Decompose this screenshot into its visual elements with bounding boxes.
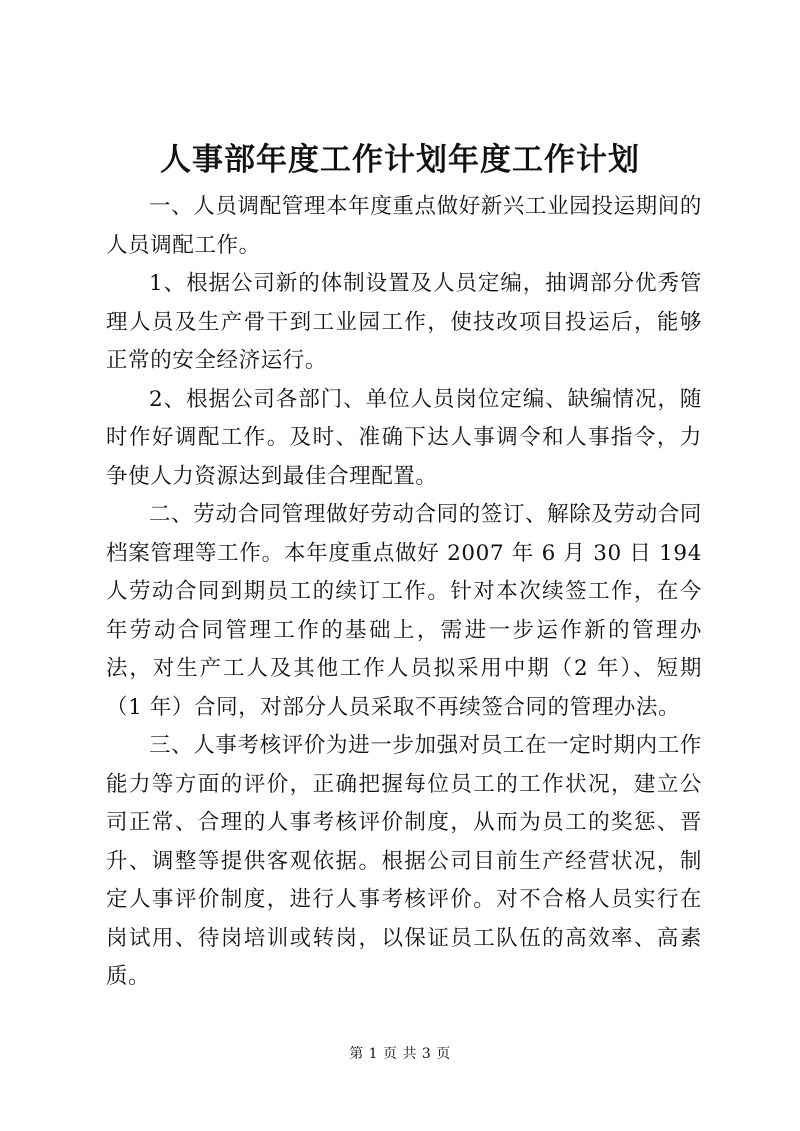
paragraph-personnel-allocation: 一、人员调配管理本年度重点做好新兴工业园投运期间的人员调配工作。 xyxy=(106,194,702,258)
document-body xyxy=(106,188,702,997)
document-title: 人事部年度工作计划年度工作计划 xyxy=(160,142,640,178)
paragraph-labor-contract: 二、劳动合同管理做好劳动合同的签订、解除及劳动合同档案管理等工作。本年度重点做好 2007 年 6 月 30 日 194 人劳动合同到期员工的续订工作。针对本次续签工作，在今年劳动合同管理工作的基础上，需进一步运作新的管理办法，对生产工人及其他工作人员拟采用中期（2 年）、短期（1 年）合同，对部分人员采取不再续签合同的管理办法。 xyxy=(106,502,702,720)
paragraph-staff-transfer: 1、根据公司新的体制设置及人员定编，抽调部分优秀管理人员及生产骨干到工业园工作，使技改项目投运后，能够正常的安全经济运行。 xyxy=(106,271,702,373)
page-footer: 第 1 页 共 3 页 xyxy=(349,1046,451,1062)
paragraph-department-staffing: 2、根据公司各部门、单位人员岗位定编、缺编情况，随时作好调配工作。及时、准确下达人事调令和人事指令，力争使人力资源达到最佳合理配置。 xyxy=(106,386,702,489)
paragraph-performance-evaluation: 三、人事考核评价为进一步加强对员工在一定时期内工作能力等方面的评价，正确把握每位员工的工作状况，建立公司正常、合理的人事考核评价制度，从而为员工的奖惩、晋升、调整等提供客观依据。根据公司目前生产经营状况，制定人事评价制度，进行人事考核评价。对不合格人员实行在岗试用、待岗培训或转岗，以保证员工队伍的高效率、高素质。 xyxy=(106,733,702,989)
